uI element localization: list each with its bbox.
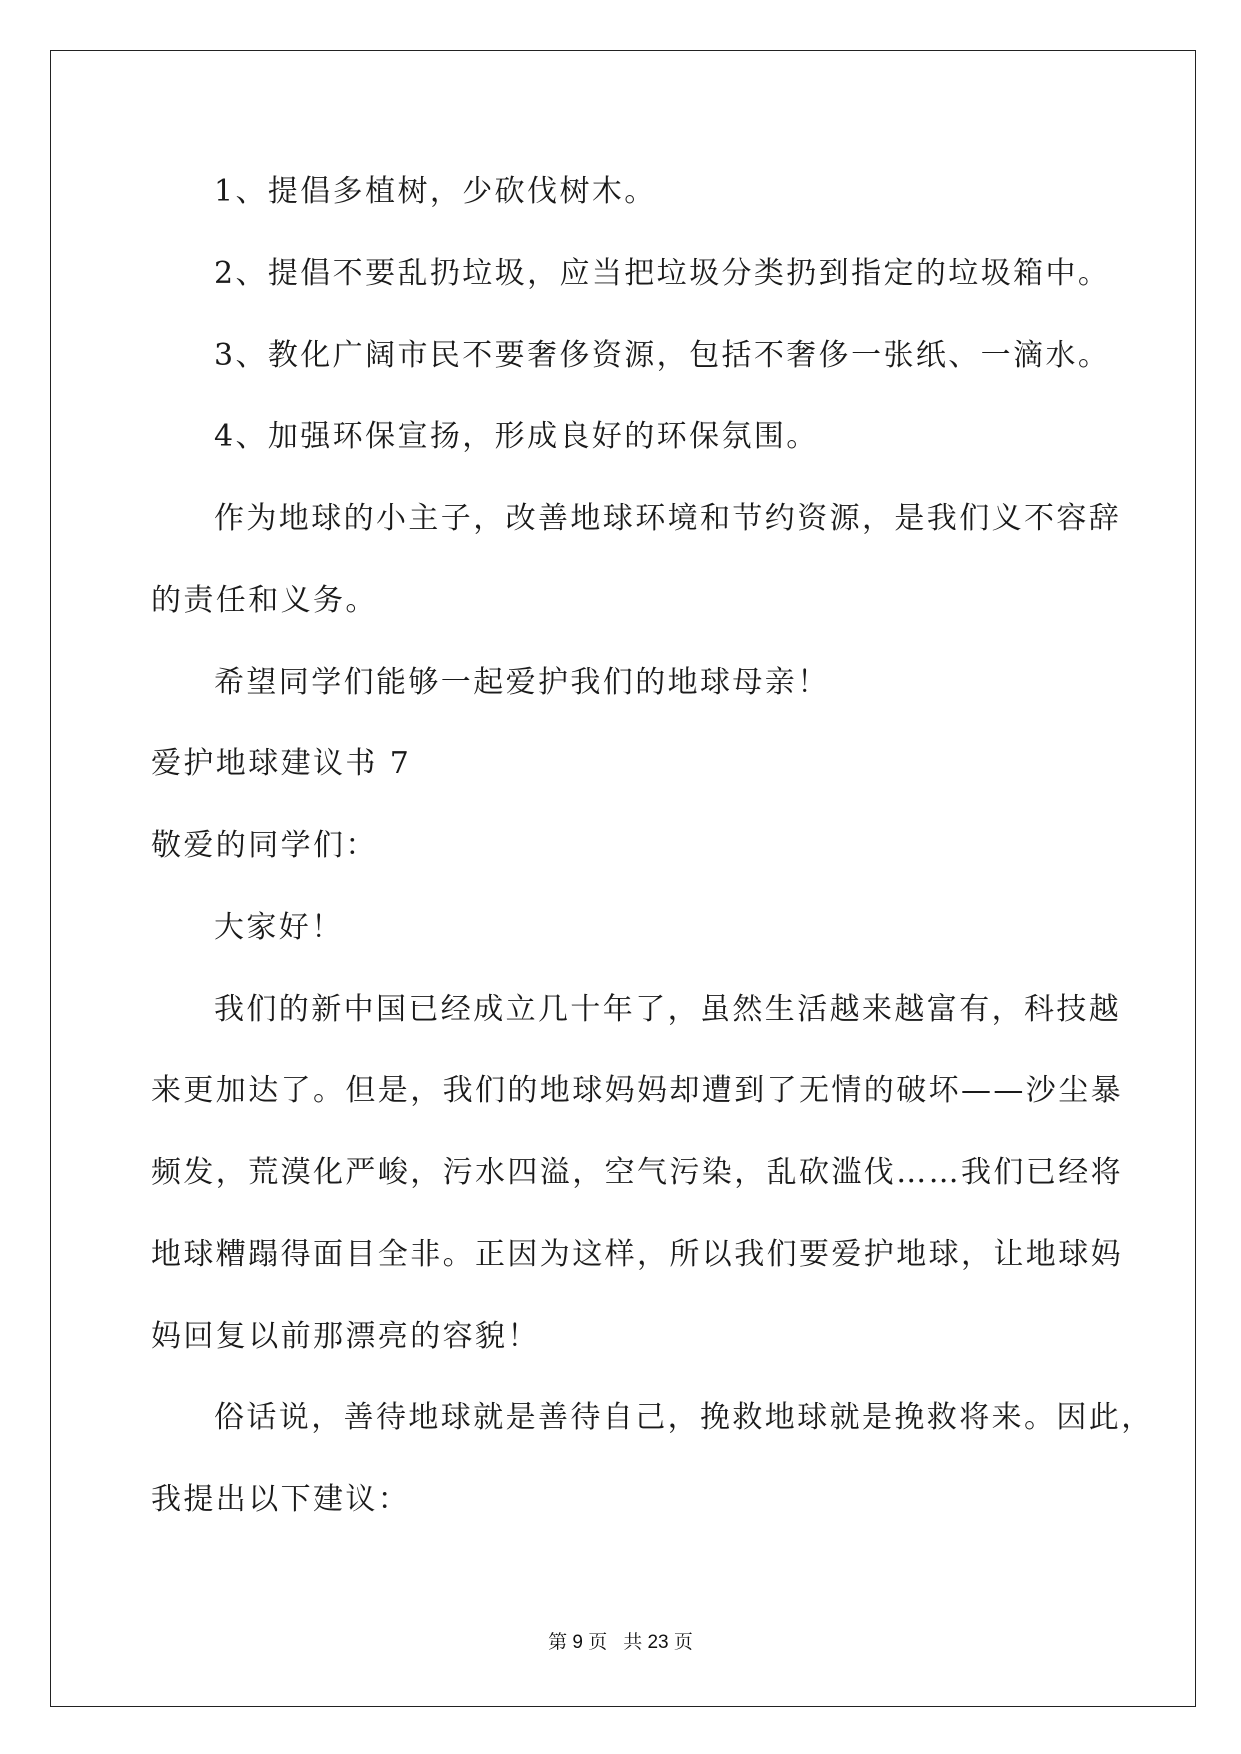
paragraph-line: 频发，荒漠化严峻，污水四溢，空气污染，乱砍滥伐……我们已经将	[151, 1155, 1123, 1190]
paragraph-line: 妈回复以前那漂亮的容貌！	[151, 1319, 540, 1354]
section-title: 爱护地球建议书 7	[151, 746, 412, 781]
paragraph-line: 我提出以下建议：	[151, 1482, 411, 1517]
suggestion-item-4: 4、加强环保宣扬，形成良好的环保氛围。	[214, 419, 819, 454]
paragraph-line: 俗话说，善待地球就是善待自己，挽救地球就是挽救将来。因此，	[214, 1400, 1154, 1435]
paragraph-line: 的责任和义务。	[151, 583, 378, 618]
paragraph-line: 来更加达了。但是，我们的地球妈妈却遭到了无情的破坏——沙尘暴	[151, 1073, 1123, 1108]
paragraph-line: 我们的新中国已经成立几十年了，虽然生活越来越富有，科技越	[214, 992, 1122, 1027]
suggestion-item-2: 2、提倡不要乱扔垃圾，应当把垃圾分类扔到指定的垃圾箱中。	[214, 256, 1111, 291]
paragraph-line: 希望同学们能够一起爱护我们的地球母亲！	[214, 665, 830, 700]
suggestion-item-1: 1、提倡多植树，少砍伐树木。	[214, 174, 657, 209]
salutation: 敬爱的同学们：	[151, 828, 378, 863]
suggestion-item-3: 3、教化广阔市民不要奢侈资源，包括不奢侈一张纸、一滴水。	[214, 338, 1111, 373]
paragraph-line: 作为地球的小主子，改善地球环境和节约资源，是我们义不容辞	[214, 501, 1122, 536]
page-total: 共 23 页	[623, 1632, 693, 1653]
greeting: 大家好！	[214, 910, 344, 945]
paragraph-line: 地球糟蹋得面目全非。正因为这样，所以我们要爱护地球，让地球妈	[151, 1237, 1123, 1272]
page-border	[50, 50, 1196, 1707]
page-footer	[0, 1631, 1241, 1655]
page-number: 第 9 页	[548, 1632, 608, 1653]
